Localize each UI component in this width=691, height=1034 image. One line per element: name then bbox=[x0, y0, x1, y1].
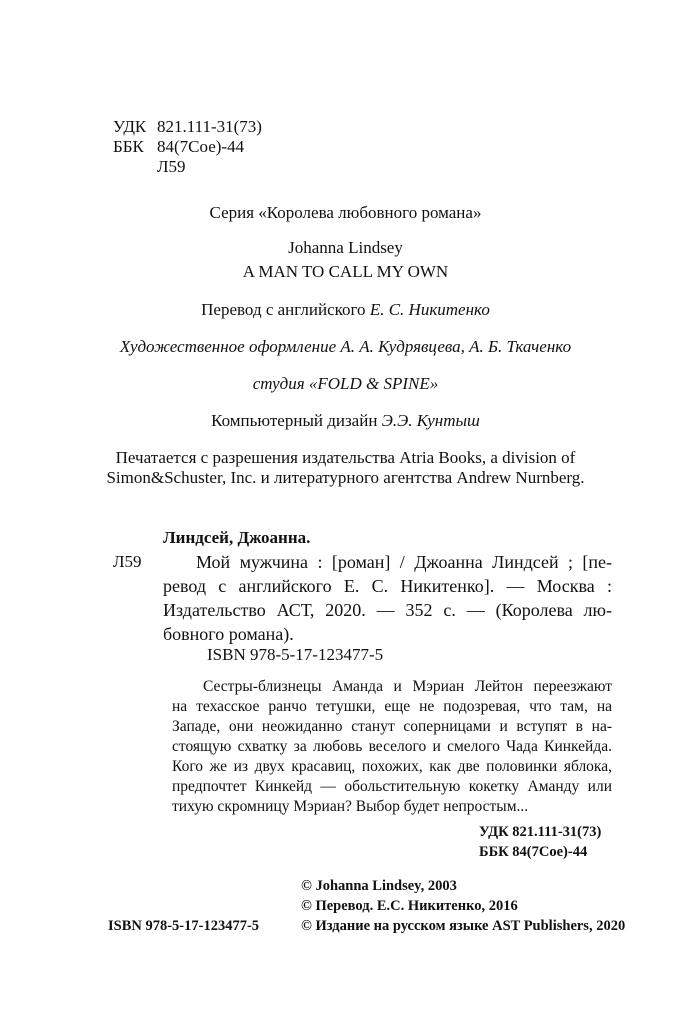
bbk-label: ББК bbox=[113, 137, 144, 156]
annotation-line: тихую скромницу Мэриан? Выбор будет непростым... bbox=[172, 798, 529, 815]
bibliographic-line: бовного романа). bbox=[163, 624, 294, 644]
permission-line: Печатается с разрешения издательства Atria Books, a division of bbox=[115, 448, 576, 467]
computer-design-prefix: Компьютерный дизайн bbox=[211, 411, 378, 430]
translator-name: Е. С. Никитенко bbox=[369, 300, 490, 319]
permission-line: Simon&Schuster, Inc. и литературного агентства Andrew Nurnberg. bbox=[106, 468, 585, 487]
original-title: A MAN TO CALL MY OWN bbox=[242, 262, 449, 281]
bibliographic-mark: Л59 bbox=[113, 552, 142, 571]
udk-label: УДК bbox=[113, 117, 147, 136]
copyright-line: © Издание на русском языке AST Publishers, 2020 bbox=[301, 918, 626, 934]
original-author: Johanna Lindsey bbox=[288, 238, 403, 257]
translation-prefix: Перевод с английского bbox=[201, 300, 366, 319]
copyright-line: © Johanna Lindsey, 2003 bbox=[301, 878, 457, 894]
copyright-line: © Перевод. Е.С. Никитенко, 2016 bbox=[301, 898, 518, 914]
translation-credit bbox=[0, 300, 691, 320]
annotation-line: на техасское ранчо тетушки, еще не подозревая, что там, на bbox=[172, 698, 612, 715]
bibliographic-isbn: ISBN 978-5-17-123477-5 bbox=[207, 645, 384, 664]
annotation-line: Западе, они неожиданно станут соперницами и вступят в на- bbox=[172, 718, 612, 735]
designer-name: Э.Э. Кунтыш bbox=[381, 411, 480, 430]
footer-bbk: ББК 84(7Сое)-44 bbox=[479, 844, 588, 860]
bibliographic-line: ревод с английского Е. С. Никитенко]. — Москва : bbox=[163, 576, 612, 596]
art-design-credit: Художественное оформление А. А. Кудрявцева, А. Б. Ткаченко bbox=[119, 337, 572, 356]
computer-design-credit bbox=[0, 411, 691, 431]
series-title: Серия «Королева любовного романа» bbox=[209, 203, 482, 222]
bibliographic-line: Издательство АСТ, 2020. — 352 с. — (Королева лю- bbox=[163, 600, 612, 620]
annotation-line: Кого же из двух красавиц, похожих, как две половинки яблока, bbox=[172, 758, 612, 775]
studio-credit: студия «FOLD & SPINE» bbox=[252, 374, 439, 393]
annotation-line: Сестры-близнецы Аманда и Мэриан Лейтон переезжают bbox=[203, 678, 612, 695]
footer-isbn: ISBN 978-5-17-123477-5 bbox=[108, 918, 260, 934]
bibliographic-heading: Линдсей, Джоанна. bbox=[163, 528, 311, 547]
annotation-line: стоящую схватку за любовь веселого и смелого Чада Кинкейда. bbox=[172, 738, 612, 755]
footer-udk: УДК 821.111-31(73) bbox=[479, 824, 602, 840]
annotation-line: предпочтет Кинкейд — обольстительную кокетку Аманду или bbox=[172, 778, 612, 795]
bbk-value: 84(7Сое)-44 bbox=[157, 137, 245, 156]
author-mark: Л59 bbox=[157, 157, 186, 176]
udk-value: 821.111-31(73) bbox=[157, 117, 262, 136]
bibliographic-line: Мой мужчина : [роман] / Джоанна Линдсей ; [пе- bbox=[196, 552, 612, 572]
